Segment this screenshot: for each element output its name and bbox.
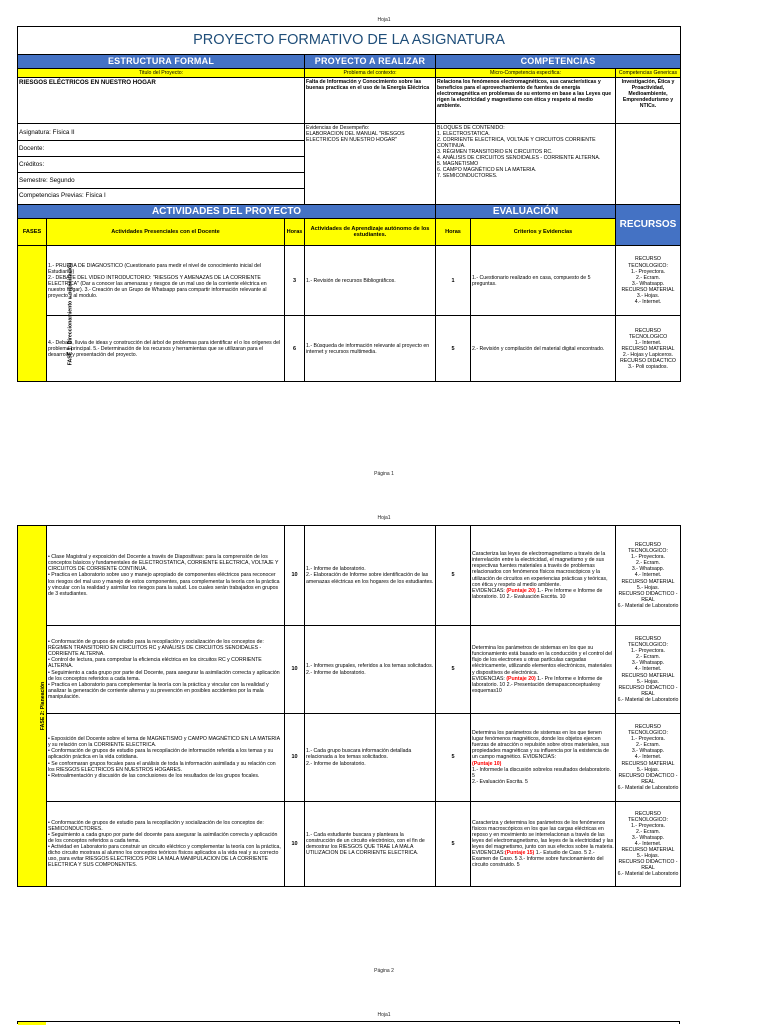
subheader-micro: Micro-Competencia especifica: <box>436 68 616 77</box>
hours-value: 3 <box>285 246 305 316</box>
resources-list: RECURSO TECNOLOGICO: 1.- Proyectora. 2.- Ecram. 3.- Whatsapp. RECURSO MATERIAL 3.- Hojas. 4.- Internet. <box>616 246 681 316</box>
resources-list: RECURSO TECNOLOGICO: 1.- Proyectora. 2.- Ecram. 3.- Whatsapp. 4.- Internet. RECURSO MATERIAL 5.- Hojas. RECURSO DIDACTICO - REAL 6.- Material de Laboratorio <box>616 526 681 626</box>
presencial-activity: • Conformación de grupos de estudio para la recopilación y socialización de los conceptos de: RÉGIMEN TRANSITORIO EN CIRCUITOS RC y ANÁLISIS DE CIRCUITOS SENOIDALES - CORRIENTE ALTERNA. • Control de lectura, para comprobar la eficiencia eléctrica en los circuitos RC y CORRIENTE ALTERNA. • Seguimiento a cada grupo por parte del Docente, para asegurar la asimilación correcta y aplicación de los conceptos referidos a cada tema. • Practica en Laboratorio para complementar la teoría con la práctica y vincular con la realidad y analizar la generación de corriente alterna y su prevención en posibles accidentes por la mala manipulación. <box>47 626 285 714</box>
criteria-evidence: Caracteriza las leyes de electromagnetismo a través de la interrelación entre la electricidad, el magnetismo y de sus respectivas fuentes materiales a través de problemas relacionados con fenómenos físicos macroscópicos y la utilización de circuitos en experiencias prácticas y teóricas, con ética y respeto al medio ambiente. EVIDENCIAS: (Puntaje 20) 1.- Pre Informe e Informe de laboratorio. 10 2.- Evaluación Escrita. 10 <box>471 526 616 626</box>
micro-competence: Relaciona los fenómenos electromagnéticos, sus características y beneficios para el aprovechamiento de fuentes de energía electromagnética en problemas de su entorno en base a las Leyes que rigen la electricidad y magnetismo con ética y respeto al medio ambiente. <box>436 77 616 123</box>
hours-value: 10 <box>285 714 305 802</box>
score-badge: (Puntaje 15) <box>504 850 535 857</box>
docente-field: Docente: <box>18 141 304 157</box>
hours-value: 5 <box>436 714 471 802</box>
asignatura-field: Asignatura: Física II <box>18 124 304 141</box>
resources-title: RECURSOS <box>616 204 681 246</box>
resources-list: RECURSO TECNOLOGICO: 1.- Proyectora. 2.- Ecram. 3.- Whatsapp. 4.- Internet. RECURSO MATERIAL 5.- Hojas. RECURSO DIDACTICO - REAL 6.- Material de Laboratorio <box>616 802 681 887</box>
evaluation-title: EVALUACIÓN <box>436 204 616 219</box>
page-number: Página 1 <box>374 471 394 477</box>
phase-1-label: FASE 1: Direccionamiento u organización <box>18 246 47 382</box>
project-table-page2 <box>17 525 681 887</box>
hours-value: 6 <box>285 316 305 382</box>
presencial-activity: 4.- Debate, lluvia de ideas y construcción del árbol de problemas para identificar el o los orígenes del problema principal. 5.- Determinación de los recursos y herramientas que se utilizaran para el desarrollo y presentación del proyecto. <box>47 316 285 382</box>
autonomous-activity: 1.- Revisión de recursos Bibliográficos. <box>305 246 436 316</box>
criteria-evidence: Caracteriza y determina los parámetros de los fenómenos físicos macroscópicos en los que las cargas eléctricas en reposo y en movimiento se interrelacionan a través de las leyes del electromagnetismo, las leyes de la electricidad y las leyes del magnetismo, junto con sus efectos sobre la materia. EVIDENCIAS:(Puntaje 15) 1.- Estudio de Caso. 5 2.- Examen de Caso. 5 3.- Informe sobre funcionamiento del circuito construido. 5 <box>471 802 616 887</box>
col-presenciales: Actividades Presenciales con el Docente <box>47 219 285 246</box>
context-problem: Falta de Información y Conocimiento sobre las buenas practicas en el uso de la Energía Eléctrica <box>305 77 436 123</box>
project-title: RIESGOS ELÉCTRICOS EN NUESTRO HOGAR <box>18 77 305 123</box>
section-proyecto: PROYECTO A REALIZAR <box>305 55 436 69</box>
presencial-activity: • Conformación de grupos de estudio para la recopilación y socialización de los conceptos de: SEMICONDUCTORES. • Seguimiento a cada grupo por parte del docente para asegurar la asimilación correcta y aplicación de los conceptos referidos a cada tema. • Actividad en Laboratorio para construir un circuito eléctrico y complementar la teoría con la práctica, dicho circuito mostrara al alumno los conceptos teóricos físicos aplicados a la vida real y su correcto uso, para evitar RIESGOS ELECTRICOS POR LA MALA MANIPULACION DE LA CORRIENTE ELECTRICA Y SUS COMPONENTES. <box>47 802 285 887</box>
subheader-problema: Problema del contexto: <box>305 68 436 77</box>
hours-value: 10 <box>285 626 305 714</box>
autonomous-activity: 1.- Informes grupales, referidos a los temas solicitados. 2.- Informe de laboratorio. <box>305 626 436 714</box>
phase-2-label: FASE 2: Planeación <box>18 526 47 887</box>
resources-list: RECURSO TECNOLOGICO: 1.- Proyectora. 2.- Ecram. 3.- Whatsapp. 4.- Internet. RECURSO MATERIAL 5.- Hojas. RECURSO DIDACTICO - REAL 6.- Material de Laboratorio <box>616 626 681 714</box>
section-estructura-formal: ESTRUCTURA FORMAL <box>18 55 305 69</box>
presencial-activity: 1.- PRUEBA DE DIAGNOSTICO (Cuestionario para medir el nivel de conocimiento inicial del Estudiante) 2.- DEBATE DEL VIDEO INTRODUCTORIO: "RIESGOS Y AMENAZAS DE LA CORRIENTE ELECTRICA" (Dar a conocer las amenazas y riesgos de un mal uso de la corriente eléctrica en nuestro hogar). 3.- Creación de un Grupo de Whatsapp para compartir información relevante al proyecto y al modulo. <box>47 246 285 316</box>
hours-value: 10 <box>285 526 305 626</box>
hours-value: 5 <box>436 526 471 626</box>
table-row <box>18 626 681 714</box>
sheet-name: Hoja1 <box>377 1012 391 1018</box>
next-page-table-edge <box>17 1021 680 1024</box>
hours-value: 5 <box>436 802 471 887</box>
col-horas: Horas <box>285 219 305 246</box>
col-horas-2: Horas <box>436 219 471 246</box>
hours-value: 10 <box>285 802 305 887</box>
score-badge: (Puntaje 10) <box>472 760 502 767</box>
criteria-evidence: Determina los parámetros de sistemas en los que tienen lugar fenómenos magnéticos, donde los objetos ejercen fuerzas de atracción o repulsión sobre otros materiales, sus propiedades magnéticas y su influencia por la existencia de un campo magnético. EVIDENCIAS: (Puntaje 10) 1.- Informede la discusión sobrelos resultados delaboratorio. 5 2.- Evaluación Escrita. 5 <box>471 714 616 802</box>
subheader-titulo: Titulo del Proyecto: <box>18 68 305 77</box>
formal-structure-fields <box>18 123 305 204</box>
criteria-evidence: 1.- Cuestionario realizado en casa, compuesto de 5 preguntas. <box>471 246 616 316</box>
hours-value: 1 <box>436 246 471 316</box>
criteria-evidence: Determina los parámetros de sistemas en los que su funcionamiento está basado en la conducción y el control del flujo de los electrones u otras partículas cargadas eléctricamente, utilizando elementos electrónicos, materiales y dispositivos de electrónica. EVIDENCIAS: (Puntaje 20) 1.- Pre Informe e Informe de laboratorio. 10 2.- Presentación demapasconceptualesy esquemas10 <box>471 626 616 714</box>
presencial-activity: • Exposición del Docente sobre el tema de MAGNETISMO y CAMPO MAGNÉTICO EN LA MATERIA y su relación con la CORRIENTE ELECTRICA. • Conformación de grupos de estudio para la recopilación de información referida a los temas y su aplicación práctica en la vida cotidiana. • Se conformaran grupos focales para el análisis de toda la información asimilada y su relación con los RIESGOS ELECTRICOS EN NUESTROS HOGARES. • Retroalimentación y discusión de las conclusiones de los resultados de los grupos focales. <box>47 714 285 802</box>
score-badge: (Puntaje 20) <box>506 587 536 594</box>
generic-competences-empty <box>616 123 681 204</box>
presencial-activity: • Clase Magistral y exposición del Docente a través de Diapositivas: para la comprensión de los conceptos básicos y fundamentales de ELECTROSTATICA, CORRIENTE ELECTRICA, VOLTAJE Y CIRCUITOS DE CORRIENTE CONTINUA. • Practica en Laboratorio sobre uso y manejo apropiado de componentes eléctricos para reconocer los riesgos del mal uso y manejo de estos componentes, para complementar la teoría con la práctica y vincular con la realidad y asimilar los riesgos para la salud. Los cuales serán trabajados en grupos de 3 estudiantes. <box>47 526 285 626</box>
previas-field: Competencias Previas: Física I <box>19 191 106 199</box>
semestre-field: Semestre: Segundo <box>18 173 304 189</box>
col-autonomo: Actividades de Aprendizaje autónomo de los estudiantes. <box>305 219 436 246</box>
table-row <box>18 246 681 316</box>
project-table-page1 <box>17 26 681 382</box>
page-number: Página 2 <box>374 968 394 974</box>
performance-evidence: Evidencias de Desempeño: ELABORACION DEL MANUAL "RIESGOS ELECTRICOS EN NUESTRO HOGAR" <box>305 123 436 204</box>
resources-list: RECURSO TECNOLOGICO 1.- Internet. RECURSO MATERIAL 2.- Hojas y Lapiceros. RECURSO DIDACTICO 3.- Poli copiados. <box>616 316 681 382</box>
score-badge: (Puntaje 20) <box>506 675 536 682</box>
content-blocks: BLOQUES DE CONTENIDO: 1. ELECTROSTATICA. 2. CORRIENTE ELECTRICA, VOLTAJE Y CIRCUITOS CORRIENTE CONTINUA. 3. RÉGIMEN TRANSITORIO EN CIRCUITOS RC. 4. ANÁLISIS DE CIRCUITOS SENOIDALES - CORRIENTE ALTERNA. 5. MAGNETISMO 6. CAMPO MAGNÉTICO EN LA MATERIA. 7. SEMICONDUCTORES. <box>436 123 616 204</box>
generic-competences: Investigación, Ética y Proactividad, Medioambiente, Emprendedurismo y NTICs. <box>616 77 681 123</box>
sheet-name: Hoja1 <box>377 17 391 23</box>
sheet-name: Hoja1 <box>377 515 391 521</box>
autonomous-activity: 1.- Cada estudiante buscara y planteara la construcción de un circuito electrónico, con el fin de demostrar los RIESGOS QUE TRAE LA MALA UTILIZACION DE LA CORRIENTE ELECTRICA. <box>305 802 436 887</box>
table-row <box>18 802 681 887</box>
section-competencias: COMPETENCIAS <box>436 55 681 69</box>
hours-value: 5 <box>436 626 471 714</box>
autonomous-activity: 1.- Cada grupo buscara información detallada relacionada a los temas solicitados. 2.- Informe de laboratorio. <box>305 714 436 802</box>
subheader-genericas: Competencias Genericas <box>616 68 681 77</box>
creditos-field: Créditos: <box>18 157 304 173</box>
table-row <box>18 316 681 382</box>
resources-list: RECURSO TECNOLOGICO: 1.- Proyectora. 2.- Ecram. 3.- Whatsapp. 4.- Internet. RECURSO MATERIAL 5.- Hojas. RECURSO DIDACTICO - REAL 6.- Material de Laboratorio <box>616 714 681 802</box>
activities-title: ACTIVIDADES DEL PROYECTO <box>18 204 436 219</box>
table-row <box>18 714 681 802</box>
criteria-evidence: 2.- Revisión y compilación del material digital encontrado. <box>471 316 616 382</box>
autonomous-activity: 1.- Búsqueda de información relevante al proyecto en internet y recursos multimedia. <box>305 316 436 382</box>
page-title: PROYECTO FORMATIVO DE LA ASIGNATURA <box>18 27 681 55</box>
col-criterios: Criterios y Evidencias <box>471 219 616 246</box>
col-fases: FASES <box>18 219 47 246</box>
hours-value: 5 <box>436 316 471 382</box>
autonomous-activity: 1.- Informe de laboratorio. 2.- Elaboración de Informe sobre identificación de las amenazas eléctricas en los hogares de los estudiantes. <box>305 526 436 626</box>
table-row <box>18 526 681 626</box>
